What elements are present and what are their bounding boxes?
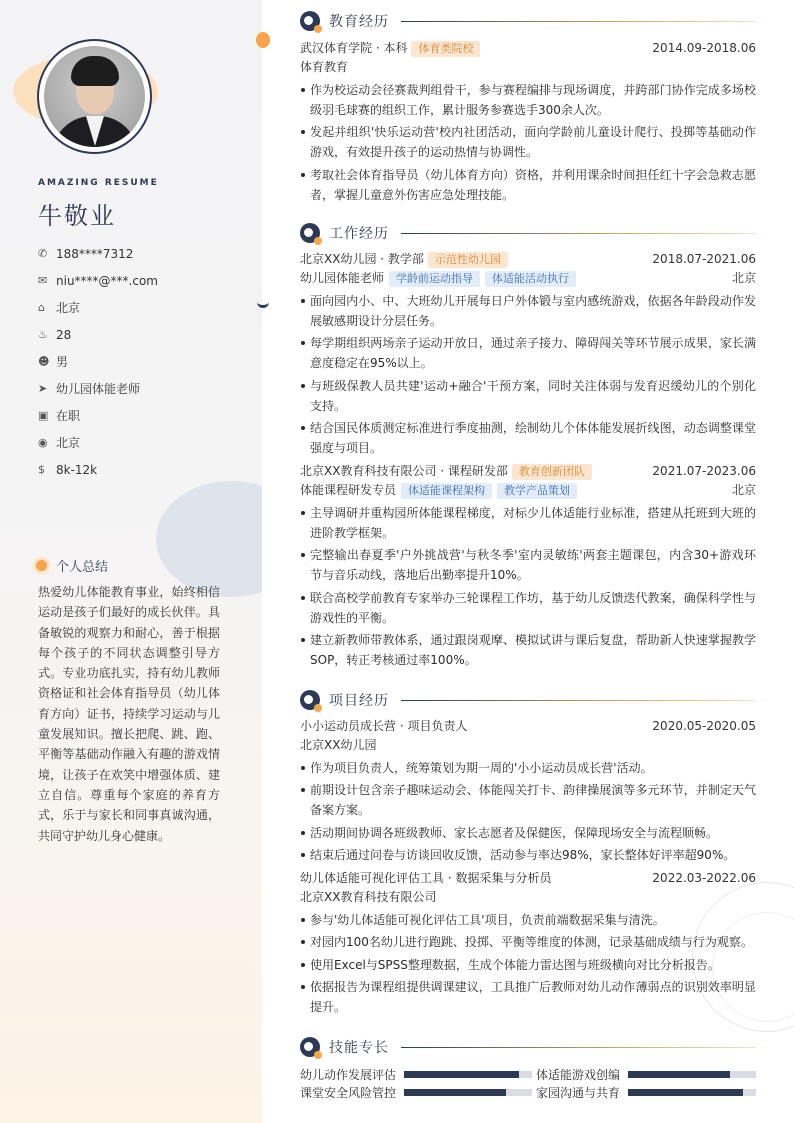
decorative-arc [257, 296, 269, 308]
skill-name: 家园沟通与共育 [536, 1085, 621, 1100]
bullet-item: 依据报告为课程组提供调课建议，工具推广后教师对幼儿动作薄弱点的识别效率明显提升。 [300, 977, 756, 1017]
bullet-item: 对园内100名幼儿进行跑跳、投掷、平衡等维度的体测，记录基础成绩与行为观察。 [300, 932, 756, 952]
job-date: 2018.07-2021.06 [652, 252, 756, 266]
summary-heading [36, 556, 108, 575]
info-text: 北京 [56, 301, 81, 315]
home-icon: ⌂ [38, 301, 45, 314]
skill-item [536, 1084, 756, 1101]
info-item [38, 429, 248, 456]
info-text: 幼儿园体能老师 [56, 382, 141, 396]
project-header [300, 869, 756, 888]
project-date: 2022.03-2022.06 [652, 871, 756, 885]
skills-heading [300, 1036, 756, 1058]
role-tag: 体适能活动执行 [485, 271, 576, 287]
money-icon: $ [38, 463, 45, 476]
avatar-frame [37, 39, 152, 154]
job-org: 北京XX教育科技有限公司 · 课程研发部 [300, 464, 508, 478]
project-name: 小小运动员成长营 · 项目负责人 [300, 719, 468, 733]
job-city: 北京 [731, 483, 756, 497]
skill-name: 体适能游戏创编 [536, 1067, 621, 1082]
job-org: 北京XX幼儿园 · 教学部 [300, 252, 424, 266]
job-role-group [300, 481, 577, 500]
job-entry [300, 250, 756, 458]
job-header [300, 250, 756, 269]
section-title: 项目经历 [329, 693, 389, 709]
project-bullets [300, 910, 756, 1018]
education-date: 2014.09-2018.06 [652, 41, 756, 55]
info-item [38, 294, 248, 321]
bullet-item: 使用Excel与SPSS整理数据，生成个体能力雷达图与班级横向对比分析报告。 [300, 955, 756, 975]
cake-icon: ♨ [38, 328, 48, 341]
bullet-item: 每学期组织两场亲子运动开放日，通过亲子接力、障碍闯关等环节展示成果，家长满意度稳定在95%以上。 [300, 333, 756, 373]
skill-name: 课堂安全风险管控 [300, 1085, 397, 1100]
education-entry [300, 39, 756, 205]
skill-level-bar [628, 1089, 756, 1096]
bullet-item: 发起并组织'快乐运动营'校内社团活动，面向学龄前儿童设计爬行、投掷等基础动作游戏，有效提升孩子的运动热情与协调性。 [300, 122, 756, 162]
major: 体育教育 [300, 60, 349, 74]
skill-level-fill [404, 1089, 506, 1096]
skill-level-bar [404, 1071, 532, 1078]
job-org-group [300, 250, 508, 269]
job-org-group [300, 462, 592, 481]
bullet-item: 面向园内小、中、大班幼儿开展每日户外体锻与室内感统游戏，依据各年龄段动作发展敏感期设计分层任务。 [300, 291, 756, 331]
skill-name: 幼儿动作发展评估 [300, 1067, 397, 1082]
skill-level-bar [404, 1089, 532, 1096]
info-item [38, 267, 248, 294]
bullet-item: 结合国民体质测定标准进行季度抽测，绘制幼儿个体体能发展折线图，动态调整课堂强度与项目。 [300, 418, 756, 458]
skill-row [300, 1083, 756, 1101]
gender-icon: ☻ [38, 355, 50, 368]
bullet-item: 结束后通过问卷与访谈回收反馈，活动参与率达98%，家长整体好评率超90%。 [300, 845, 756, 865]
section-divider [401, 21, 756, 22]
project-entry [300, 869, 756, 1017]
job-date: 2021.07-2023.06 [652, 464, 756, 478]
job-entry [300, 462, 756, 670]
project-org: 北京XX教育科技有限公司 [300, 890, 437, 904]
job-role: 幼儿园体能老师 [300, 271, 385, 285]
mail-icon: ✉ [38, 274, 48, 287]
info-item [38, 348, 248, 375]
skill-level-fill [628, 1071, 730, 1078]
info-item [38, 240, 248, 267]
bullet-item: 参与'幼儿体适能可视化评估工具'项目，负责前端数据采集与清洗。 [300, 910, 756, 930]
summary-dot-icon [36, 560, 47, 571]
info-text: 北京 [56, 436, 81, 450]
project-entry [300, 717, 756, 865]
section-divider [401, 233, 756, 234]
section-icon [300, 11, 320, 31]
skill-item [536, 1066, 756, 1083]
skill-level-bar [628, 1071, 756, 1078]
skill-level-fill [404, 1071, 519, 1078]
skill-item [300, 1066, 536, 1083]
phone-icon: ✆ [38, 247, 48, 260]
school-tag: 体育类院校 [411, 41, 480, 57]
info-text: 28 [56, 327, 72, 342]
bullet-item: 完整输出春夏季'户外挑战营'与秋冬季'室内灵敏练'两套主题课包，内含30+游戏环节与音乐动线，落地后出勤率提升10%。 [300, 545, 756, 585]
info-item [38, 456, 248, 483]
decorative-circle [156, 481, 262, 597]
job-header [300, 462, 756, 481]
info-item [38, 402, 248, 429]
info-text: 8k-12k [56, 462, 98, 477]
education-heading [300, 10, 756, 32]
job-role-row [300, 269, 756, 288]
bullet-item: 前期设计包含亲子趣味运动会、体能闯关打卡、韵律操展演等多元环节，并制定天气备案方案。 [300, 780, 756, 820]
job-city: 北京 [731, 271, 756, 285]
section-divider [401, 700, 756, 701]
info-text: 男 [56, 355, 69, 369]
skills-list [300, 1065, 756, 1101]
job-role-group [300, 269, 576, 288]
section-title: 技能专长 [329, 1040, 389, 1056]
education-bullets [300, 80, 756, 205]
bullet-item: 活动期间协调各班级教师、家长志愿者及保健医，保障现场安全与流程顺畅。 [300, 823, 756, 843]
summary-title: 个人总结 [56, 560, 109, 575]
info-text: niu****@***.com [56, 273, 158, 288]
job-bullets [300, 503, 756, 671]
info-item [38, 375, 248, 402]
skill-level-fill [628, 1089, 743, 1096]
section-icon [300, 1037, 320, 1057]
project-date: 2020.05-2020.05 [652, 719, 756, 733]
info-item [38, 321, 248, 348]
project-header [300, 717, 756, 736]
bullet-item: 主导调研并重构园所体能课程梯度，对标少儿体适能行业标准，搭建从托班到大班的进阶教学框架。 [300, 503, 756, 543]
job-role-row [300, 481, 756, 500]
org-tag: 示范性幼儿园 [428, 252, 508, 268]
role-tag: 学龄前运动指导 [389, 271, 480, 287]
send-icon: ➤ [38, 382, 48, 395]
project-org-row [300, 736, 756, 755]
section-title: 教育经历 [329, 14, 389, 30]
contact-info-list [38, 240, 248, 483]
projects-heading [300, 689, 756, 711]
section-title: 工作经历 [329, 226, 389, 242]
job-bullets [300, 291, 756, 459]
avatar [44, 46, 145, 147]
info-text: 188****7312 [56, 246, 134, 261]
bullet-item: 作为项目负责人，统筹策划为期一周的'小小运动员成长营'活动。 [300, 758, 756, 778]
skill-row [300, 1065, 756, 1083]
decorative-dot [256, 32, 270, 48]
work-heading [300, 222, 756, 244]
location-pin-icon: ◉ [38, 436, 48, 449]
briefcase-icon: ▣ [38, 409, 49, 422]
candidate-name: 牛敬业 [38, 202, 116, 230]
resume-tagline: AMAZING RESUME [38, 178, 159, 188]
sidebar [0, 0, 262, 1123]
project-org: 北京XX幼儿园 [300, 738, 377, 752]
project-bullets [300, 758, 756, 866]
bullet-item: 联合高校学前教育专家举办三轮课程工作坊，基于幼儿反馈迭代教案，确保科学性与游戏性的平衡。 [300, 588, 756, 628]
bullet-item: 与班级保教人员共建'运动+融合'干预方案，同时关注体弱与发育迟缓幼儿的个别化支持。 [300, 376, 756, 416]
bullet-item: 考取社会体育指导员（幼儿体育方向）资格，并利用课余时间担任红十字会急救志愿者，掌握儿童意外伤害应急处理技能。 [300, 165, 756, 205]
skill-item [300, 1084, 536, 1101]
bullet-item: 建立新教师带教体系，通过跟岗观摩、模拟试讲与课后复盘，帮助新人快速掌握教学SOP，转正考核通过率100%。 [300, 630, 756, 670]
project-name: 幼儿体适能可视化评估工具 · 数据采集与分析员 [300, 871, 552, 885]
section-icon [300, 690, 320, 710]
school-name: 武汉体育学院 · 本科 [300, 41, 408, 55]
project-org-row [300, 888, 756, 907]
role-tag: 教学产品策划 [497, 483, 577, 499]
summary-text: 热爱幼儿体能教育事业，始终相信运动是孩子们最好的成长伙伴。具备敏锐的观察力和耐心，善于根据每个孩子的不同状态调整引导方式。专业功底扎实，持有幼儿教师资格证和社会体育指导员（幼儿体育方向）证书，持续学习运动与儿童发展知识。擅长把爬、跳、跑、平衡等基础动作融入有趣的游戏情境，让孩子在欢笑中增强体质、建立自信。尊重每个家庭的养育方式，乐于与家长和同事真诚沟通，共同守护幼儿身心健康。 [38, 585, 220, 843]
info-text: 在职 [56, 409, 81, 423]
org-tag: 教育创新团队 [512, 464, 592, 480]
section-icon [300, 223, 320, 243]
bullet-item: 作为校运动会径赛裁判组骨干，参与赛程编排与现场调度，并跨部门协作完成多场校级羽毛球赛的组织工作，累计服务参赛选手300余人次。 [300, 80, 756, 120]
role-tag: 体适能课程架构 [401, 483, 492, 499]
section-divider [401, 1047, 756, 1048]
job-role: 体能课程研发专员 [300, 483, 397, 497]
